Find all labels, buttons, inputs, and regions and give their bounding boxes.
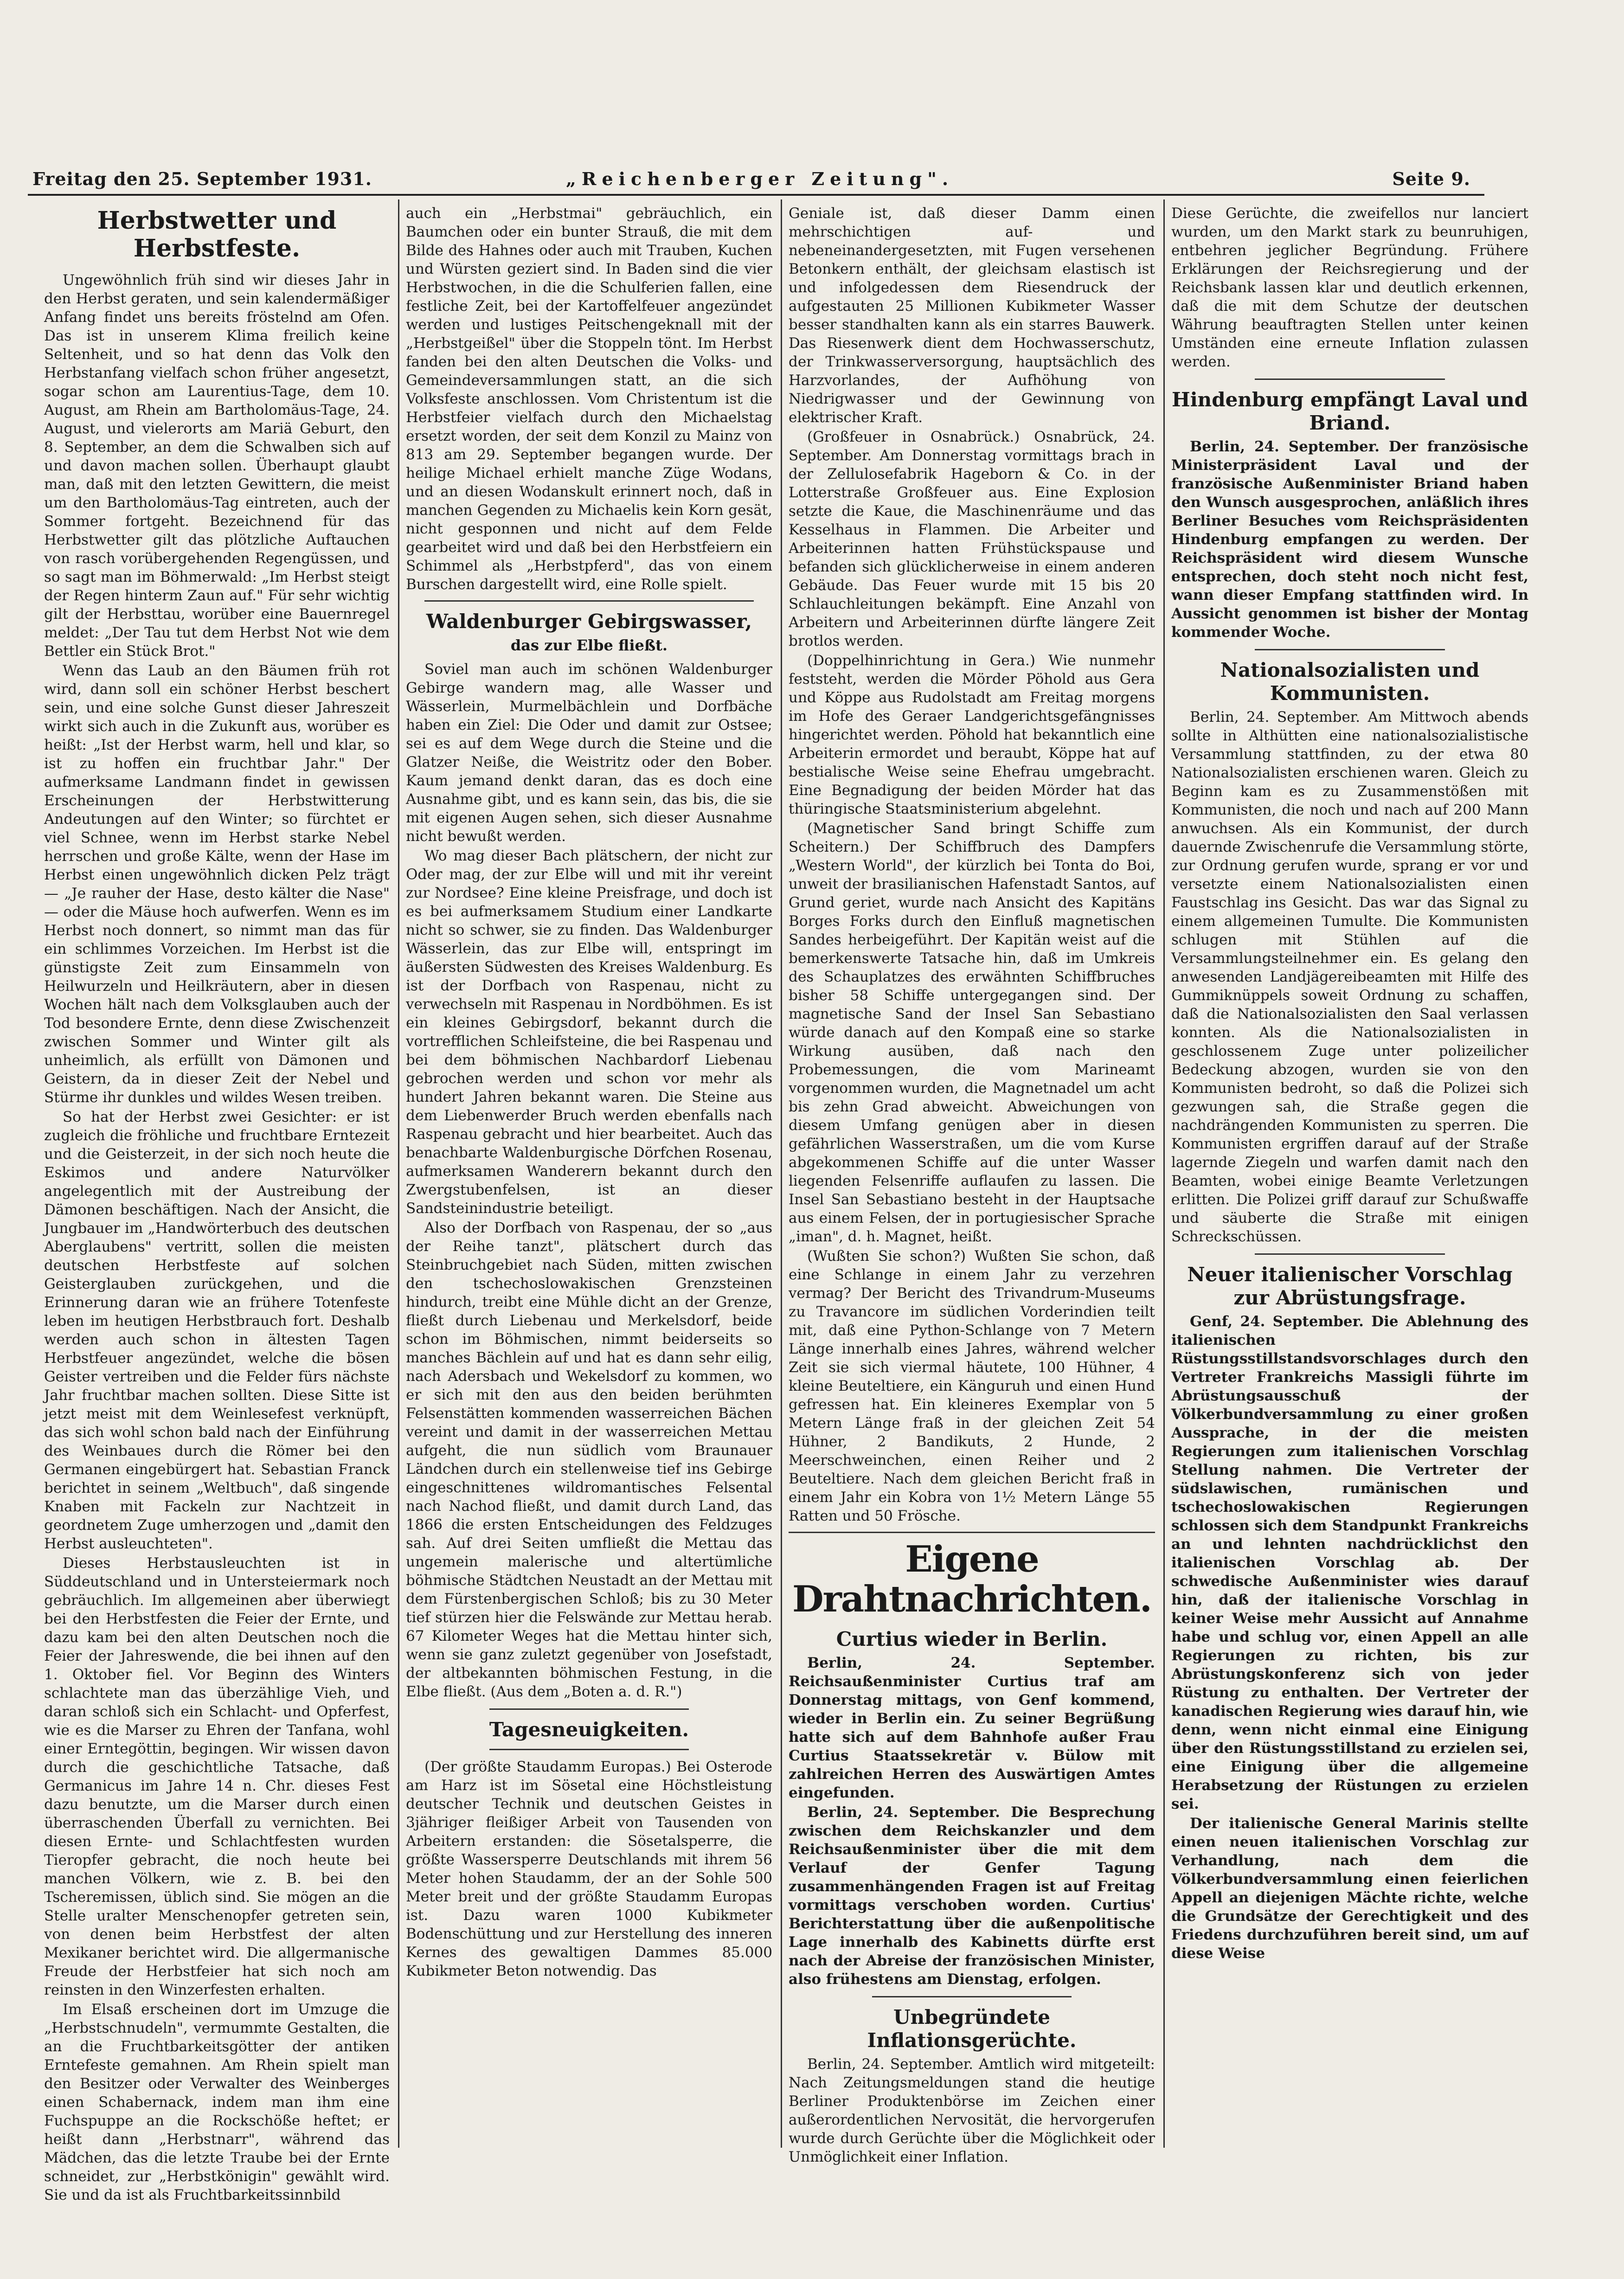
article-subtitle: das zur Elbe fließt. bbox=[510, 636, 668, 654]
article-paragraph: Der italienische General Marinis stellte einen neuen italienischen Vorschlag zur Verhandlung, nach dem die Völkerbundversammlung einen feierlichen Appell an diejenigen Mächte richte, welche die Grundsätze der Gerechtigkeit und des Friedens durchzuführen bereit sind, um auf diese Weise bbox=[1171, 1815, 1528, 1962]
page-header bbox=[32, 165, 1470, 193]
article-separator bbox=[424, 600, 754, 602]
column-3 bbox=[789, 204, 1155, 2165]
article-paragraph: Berlin, 24. September. Der französische Ministerpräsident Laval und der französische Außenminister Briand haben den Wunsch ausgesprochen, anläßlich ihres Berliner Besuches vom Reichspräsidenten Hindenburg empfangen zu werden. Der Reichspräsident wird diesem Wunsche entsprechen, doch steht noch nicht fest, wann dieser Empfang stattfinden wird. In Aussicht genommen ist bisher der Montag kommender Woche. bbox=[1171, 438, 1528, 641]
article-separator bbox=[1255, 379, 1445, 380]
article-paragraph: Im Elsaß erscheinen dort im Umzuge die „Herbstschnudeln", vermummte Gestalten, die an die Fruchtbarkeitsgötter der antiken Erntefeste gemahnen. Am Rhein spielt man den Besitzer oder Verwalter des Weinberges einen Schabernack, indem man ihm eine Fuchspuppe an die Rockschöße heftet; er heißt dann „Herbstnarr", während das Mädchen, das die letzte Traube bei der Ernte schneidet, zur „Herbstkönigin" gewählt wird. Sie und da ist als Fruchtbarkeitssinnbild bbox=[44, 2001, 390, 2203]
article-paragraph: (Doppelhinrichtung in Gera.) Wie nunmehr feststeht, werden die Mörder Pöhold aus Gera und Köppe aus Rudolstadt am Freitag morgens im Hofe des Geraer Landgerichtsgefängnisses hingerichtet werden. Pöhold hat bekanntlich eine Arbeiterin ermordet und beraubt, Köppe hat auf bestialische Weise seine Ehefrau umgebracht. Eine Begnadigung der beiden Mörder hat das thüringische Staatsministerium abgelehnt. bbox=[789, 652, 1155, 817]
article-paragraph: Wenn das Laub an den Bäumen früh rot wird, dann soll ein schöner Herbst beschert sein, und eine solche Gunst dieser Jahreszeit wirkt sich auch in die Zukunft aus, worüber es heißt: „Ist der Herbst warm, hell und klar, so ist zu hoffen ein fruchtbar Jahr." Der aufmerksame Landmann findet in gewissen Erscheinungen der Herbstwitterung Andeutungen auf den Winter; so fürchtet er viel Schnee, wenn im Herbst starke Nebel herrschen und große Kälte, wenn der Hase im Herbst einen ungewöhnlich dicken Pelz trägt — „Je rauher der Hase, desto kälter die Nase" — oder die Mäuse hoch aufwerfen. Wenn es im Herbst noch donnert, so nimmt man das für ein schlimmes Vorzeichen. Im Herbst ist die günstigste Zeit zum Einsammeln von Heilwurzeln und Heilkräutern, aber in diesen Wochen hält nach dem Volksglauben auch der Tod besondere Ernte, denn diese Zwischenzeit zwischen Sommer und Winter gilt als unheimlich, als erfüllt von Dämonen und Geistern, da in dieser Zeit der Nebel und Stürme ihr dunkles und wildes Wesen treiben. bbox=[44, 662, 390, 1106]
article-separator bbox=[1255, 649, 1445, 650]
article-paragraph: (Wußten Sie schon?) Wußten Sie schon, daß eine Schlange in einem Jahr zu verzehren vermag? Der Bericht des Trivandrum-Museums zu Travancore im südlichen Vorderindien teilt mit, daß eine Python-Schlange von 7 Metern Länge innerhalb eines Jahres, während welcher Zeit sie sich viermal häutete, 100 Hühner, 4 kleine Beuteltiere, ein Känguruh und einen Hund gefressen hat. Ein kleineres Exemplar von 5 Metern Länge fraß in der gleichen Zeit 54 Hühner, 2 Bandikuts, 2 Hunde, 2 Meerschweinchen, einen Reiher und 2 Beuteltiere. Nach dem gleichen Bericht fraß in einem Jahr ein Kobra von 1½ Metern Länge 55 Ratten und 50 Frösche. bbox=[789, 1248, 1155, 1524]
article-paragraph: Dieses Herbstausleuchten ist in Süddeutschland und in Untersteiermark noch gebräuchlich. Im allgemeinen aber überwiegt bei den Herbstfesten die Feier der Ernte, und dazu kam bei den alten Deutschen noch die Feier der Jahreswende, die bei ihnen auf den 1. Oktober fiel. Vor Beginn des Winters schlachtete man das überzählige Vieh, und daran schloß sich ein Schlacht- und Opferfest, wie es die Marser zu Ehren der Tanfana, wohl einer Erntegöttin, begingen. Wir wissen davon durch die geschichtliche Tatsache, daß Germanicus im Jahre 14 n. Chr. dieses Fest dazu benutzte, um die Marser durch einen überraschenden Überfall zu vernichten. Bei diesen Ernte- und Schlachtfesten wurden Tieropfer gebracht, die noch heute bei manchen Völkern, wie z. B. bei den Tscheremissen, üblich sind. Sie mögen an die Stelle uralter Menschenopfer getreten sein, von denen beim Herbstfest der alten Mexikaner berichtet wird. Die allgermanische Freude der Herbstfeier hat sich noch am reinsten in den Winzerfesten erhalten. bbox=[44, 1555, 390, 1998]
masthead: „Reichenberger Zeitung". bbox=[566, 168, 954, 189]
article-paragraph: (Der größte Staudamm Europas.) Bei Osterode am Harz ist im Sösetal eine Höchstleistung deutscher Technik und deutschen Geistes in 3jähriger fleißiger Arbeit von Tausenden von Arbeitern erstanden: die Sösetalsperre, die größte Wassersperre Deutschlands mit ihrem 56 Meter hohen Staudamm, der an der Sohle 500 Meter breit und der größte Staudamm Europas ist. Dazu waren 1000 Kubikmeter Bodenschüttung und zur Herstellung des inneren Kernes des gewaltigen Dammes 85.000 Kubikmeter Beton notwendig. Das bbox=[406, 1759, 772, 1979]
article-paragraph: (Magnetischer Sand bringt Schiffe zum Scheitern.) Der Schiffbruch des Dampfers „Western World", der kürzlich bei Tonta do Boi, unweit der brasilianischen Hafenstadt Santos, auf Grund geriet, wurde nach Ansicht des Kapitäns Borges Forks durch den Einfluß magnetischen Sandes herbeigeführt. Der Kapitän weist auf die bemerkenswerte Tatsache hin, daß im Umkreis des Schauplatzes des erwähnten Schiffbruches bisher 58 Schiffe untergegangen sind. Der magnetische Sand der Insel San Sebastiano würde danach auf den Kompaß eine so starke Wirkung ausüben, daß nach den Probemessungen, die vom Marineamt vorgenommen wurden, die Magnetnadel um acht bis zehn Grad abweicht. Abweichungen von diesem Umfang genügen aber in diesen gefährlichen Wasserstraßen, um die vom Kurse abgekommenen Schiffe auf die unter Wasser liegenden Felsenriffe auflaufen zu lassen. Die Insel San Sebastiano besteht in der Hauptsache aus einem Felsen, der in portugiesischer Sprache „iman", d. h. Magnet, heißt. bbox=[789, 820, 1155, 1245]
header-rule bbox=[28, 194, 1484, 196]
page-number: Seite 9. bbox=[1392, 168, 1470, 189]
article-paragraph: Berlin, 24. September. Am Mittwoch abends sollte in Althütten eine nationalsozialistische Versammlung stattfinden, zu der etwa 80 Nationalsozialisten erschienen waren. Gleich zu Beginn kam es zu Zusammenstößen mit Kommunisten, die noch und nach auf 200 Mann anwuchsen. Als ein Kommunist, der durch dauernde Zwischenrufe die Versammlung störte, zur Ordnung gerufen wurde, sprang er vor und versetzte einem Nationalsozialisten einen Faustschlag ins Gesicht. Das war das Signal zu einem allgemeinen Tumulte. Die Kommunisten schlugen mit Stühlen auf die Versammlungsteilnehmer ein. Es gelang den anwesenden Landjägereibeamten mit Hilfe des Gummiknüppels soweit Ordnung zu schaffen, daß die Nationalsozialisten den Saal verlassen konnten. Als die Nationalsozialisten in geschlossenem Zuge unter polizeilicher Bedeckung abzogen, wurden sie von den Kommunisten bedroht, so daß die Polizei sich gezwungen sah, die Straße gegen die nachdrängenden Kommunisten zu sperren. Die Kommunisten ergriffen darauf auf der Straße lagernde Ziegeln und warfen damit nach den Beamten, wobei einige Beamte Verletzungen erlitten. Die Polizei griff darauf zur Schußwaffe und säuberte die Straße mit einigen Schreckschüssen. bbox=[1171, 709, 1528, 1245]
article-paragraph: Berlin, 24. September. Die Besprechung zwischen dem Reichskanzler und dem Reichsaußenminister über die mit dem Verlauf der Genfer Tagung zusammenhängenden Fragen ist auf Freitag vormittags verschoben worden. Curtius' Berichterstattung über die außenpolitische Lage innerhalb des Kabinetts dürfte erst nach der Abreise der französischen Minister, also frühestens am Dienstag, erfolgen. bbox=[789, 1804, 1155, 1988]
column-4 bbox=[1171, 204, 1528, 2129]
article-paragraph: Also der Dorfbach von Raspenau, der so „aus der Reihe tanzt", plätschert durch das Steinbruchgebiet nach Süden, mitten zwischen den tschechoslowakischen Grenzsteinen hindurch, treibt eine Mühle dicht an der Grenze, fließt durch Liebenau und Merkelsdorf, beide schon im Böhmischen, nimmt beiderseits so manches Bächlein auf und hat es dann sehr eilig, nach Adersbach und Wekelsdorf zu kommen, wo er sich mit den aus den beiden berühmten Felsenstätten kommenden wasserreichen Bächen vereint und damit in der wasserreichen Mettau aufgeht, die nun südlich vom Braunauer Ländchen durch ein stellenweise tief ins Gebirge eingeschnittenes wildromantisches Felsental nach Nachod fließt, und damit durch Land, das 1866 die ersten Entscheidungen des Feldzuges sah. Auf drei Seiten umfließt die Mettau das ungemein malerische und altertümliche böhmische Städtchen Neustadt an der Mettau mit dem Fürstenbergischen Schloß; bis zu 30 Meter tief stürzen hier die Felswände zur Mettau herab. 67 Kilometer Weges hat die Mettau hinter sich, wenn sie ganz zuletzt gegenüber von Josefstadt, der altbekannten böhmischen Festung, in die Elbe fließt. (Aus dem „Boten a. d. R.") bbox=[406, 1220, 772, 1700]
article-title: Nationalsozialisten und Kommunisten. bbox=[1220, 659, 1480, 705]
article-separator bbox=[1255, 1253, 1445, 1255]
section-title: Eigene Drahtnachrichten. bbox=[792, 1538, 1151, 1620]
article-paragraph: Ungewöhnlich früh sind wir dieses Jahr in den Herbst geraten, und sein kalendermäßiger Anfang findet uns bereits fröstelnd am Ofen. Das ist in unserem Klima freilich keine Seltenheit, und so hat denn das Volk den Herbstanfang vielfach schon früher angesetzt, sogar schon am Laurentius-Tage, dem 10. August, am Rhein am Bartholomäus-Tage, 24. August, und vielerorts am Mariä Geburt, den 8. September, an dem die Schwalben sich auf und davon machen sollen. Überhaupt glaubt man, daß mit den letzten Gewittern, die meist um den Bartholomäus-Tag eintreten, auch der Sommer fortgeht. Bezeichnend für das Herbstwetter gilt das plötzliche Auftauchen von rasch vorübergehenden Regengüssen, und so sagt man im Böhmerwald: „Im Herbst steigt der Regen hinterm Zaun auf." Für sehr wichtig gilt der Herbsttau, worüber eine Bauernregel meldet: „Der Tau tut dem Herbst Not wie dem Bettler ein Stück Brot." bbox=[44, 272, 390, 660]
article-paragraph: So hat der Herbst zwei Gesichter: er ist zugleich die fröhliche und fruchtbare Erntezeit und die Geisterzeit, in der sich noch heute die Eskimos und andere Naturvölker angelegentlich mit der Austreibung der Dämonen beschäftigen. Nach der Ansicht, die Jungbauer im „Handwörterbuch des deutschen Aberglaubens" vertritt, sollen die meisten deutschen Herbstfeste auf solchen Geisterglauben zurückgehen, und die Erinnerung daran wie an frühere Totenfeste leben im heutigen Herbstbrauch fort. Deshalb werden auch schon in ältesten Tagen Herbstfeuer angezündet, welche die bösen Geister vertreiben und die Felder fürs nächste Jahr fruchtbar machen sollten. Diese Sitte ist jetzt meist mit dem Weinlesefest verknüpft, das sich wohl schon bald nach der Einführung des Weinbaues durch die Römer bei den Germanen eingebürgert hat. Sebastian Franck berichtet in seinem „Weltbuch", daß singende Knaben mit Fackeln zur Nachtzeit in geordnetem Zuge umherzogen und „damit den Herbst ausleuchteten". bbox=[44, 1109, 390, 1552]
issue-date: Freitag den 25. September 1931. bbox=[32, 168, 372, 189]
article-title: Neuer italienischer Vorschlag zur Abrüstungsfrage. bbox=[1187, 1263, 1513, 1309]
article-paragraph: Wo mag dieser Bach plätschern, der nicht zur Oder mag, der zur Elbe will und mit ihr vereint zur Nordsee? Eine kleine Preisfrage, und doch ist es bei aufmerksamem Studium einer Landkarte nicht so schwer, sie zu finden. Das Waldenburger Wässerlein, das zur Elbe will, entspringt im äußersten Südwesten des Kreises Waldenburg. Es ist der Dorfbach von Raspenau, nicht zu verwechseln mit Raspenau in Nordböhmen. Es ist ein kleines Gebirgsdorf, bekannt durch die vortrefflichen Schleifsteine, die bei Raspenau und bei dem böhmischen Nachbardorf Liebenau gebrochen werden und schon vor mehr als hundert Jahren bekannt waren. Die Steine aus dem Liebenwerder Bruch werden ebenfalls nach Raspenau gebracht und hier bearbeitet. Auch das benachbarte Waldenburgische Dörfchen Rosenau, aufmerksamen Wanderern bekannt durch den Zwergstubenfelsen, ist an dieser Sandsteinindustrie beteiligt. bbox=[406, 847, 772, 1217]
article-title: Tagesneuigkeiten. bbox=[489, 1718, 689, 1741]
article-title: Curtius wieder in Berlin. bbox=[836, 1628, 1108, 1650]
column-divider bbox=[398, 199, 399, 2148]
article-separator bbox=[489, 1708, 689, 1710]
article-title: Unbegründete Inflationsgerüchte. bbox=[867, 2006, 1077, 2052]
column-1 bbox=[44, 204, 390, 2203]
article-paragraph: Geniale ist, daß dieser Damm einen mehrschichtigen auf- und nebeneinandergesetzten, mit Fugen versehenen Betonkern enthält, der gleichsam elastisch ist und infolgedessen dem Riesendruck der aufgestauten 25 Millionen Kubikmeter Wasser besser standhalten kann als ein starres Bauwerk. Das Riesenwerk dient dem Hochwasserschutz, der Trinkwasserversorgung, hauptsächlich des Harzvorlandes, der Aufhöhung von Niedrigwasser und der Gewinnung von elektrischer Kraft. bbox=[789, 205, 1155, 426]
article-separator bbox=[489, 1749, 689, 1750]
article-title: Herbstwetter und Herbstfeste. bbox=[97, 206, 337, 263]
article-paragraph: Berlin, 24. September. Amtlich wird mitgeteilt: Nach Zeitungsmeldungen stand die heutige Berliner Produktenbörse im Zeichen einer außerordentlichen Nervosität, die hervorgerufen wurde durch Gerüchte über die Möglichkeit oder Unmöglichkeit einer Inflation. bbox=[789, 2056, 1155, 2165]
column-divider bbox=[1163, 199, 1165, 2148]
column-2 bbox=[406, 204, 772, 2129]
article-paragraph: Berlin, 24. September. Reichsaußenminister Curtius traf am Donnerstag mittags, von Genf kommend, wieder in Berlin ein. Zu seiner Begrüßung hatte sich auf dem Bahnhofe außer Frau Curtius Staatssekretär v. Bülow mit zahlreichen Herren des Auswärtigen Amtes eingefunden. bbox=[789, 1655, 1155, 1801]
article-title: Hindenburg empfängt Laval und Briand. bbox=[1172, 388, 1528, 434]
column-divider bbox=[781, 199, 782, 2148]
article-paragraph: (Großfeuer in Osnabrück.) Osnabrück, 24. September. Am Donnerstag vormittags brach in der Zellulosefabrik Hageborn & Co. in der Lotterstraße Großfeuer aus. Eine Explosion setzte die Kaue, die Maschinenräume und das Kesselhaus in Flammen. Die Arbeiter und Arbeiterinnen hatten Frühstückspause und befanden sich glücklicherweise in einem anderen Gebäude. Das Feuer wurde mit 15 bis 20 Schlauchleitungen bekämpft. Eine Anzahl von Arbeitern und Arbeiterinnen dürfte längere Zeit brotlos werden. bbox=[789, 429, 1155, 649]
article-title: Waldenburger Gebirgswasser, bbox=[426, 610, 752, 633]
article-separator bbox=[789, 1532, 1155, 1533]
article-paragraph: Genf, 24. September. Die Ablehnung des italienischen Rüstungsstillstandsvorschlages durch den Vertreter Frankreichs Massigli führte im Abrüstungsausschuß der Völkerbundversammlung zu einer großen Aussprache, in der die meisten Regierungen zum italienischen Vorschlag Stellung nahmen. Die Vertreter der südslawischen, rumänischen und tschechoslowakischen Regierungen schlossen sich dem Standpunkt Frankreichs an und lehnten nachdrücklichst den italienischen Vorschlag ab. Der schwedische Außenminister wies darauf hin, daß der italienische Vorschlag in keiner Weise mehr Aussicht auf Annahme habe und schlug vor, einen Appell an alle Regierungen zu richten, bis zur Abrüstungskonferenz sich von jeder Rüstung zu enthalten. Der Vertreter der kanadischen Regierung wies darauf hin, wie denn, wenn nicht einmal eine Einigung über den Rüstungsstillstand zu erzielen sei, eine Einigung über die allgemeine Herabsetzung der Rüstungen zu erzielen sei. bbox=[1171, 1313, 1529, 1812]
article-separator bbox=[872, 1996, 1072, 1997]
article-paragraph: Soviel man auch im schönen Waldenburger Gebirge wandern mag, alle Wasser und Wässerlein, Murmelbächlein und Dorfbäche haben ein Ziel: Die Oder und damit zur Ostsee; sei es auf dem Wege durch die Steine und die Glatzer Neiße, die Weistritz oder den Bober. Kaum jemand denkt daran, das es doch eine Ausnahme gibt, und es kann sein, das bis, die sie mit eigenen Augen sehen, sich dieser Ausnahme nicht bewußt werden. bbox=[406, 661, 772, 845]
article-paragraph: auch ein „Herbstmai" gebräuchlich, ein Baumchen oder ein bunter Strauß, die mit dem Bilde des Hahnes oder auch mit Trauben, Kuchen und Würsten geziert sind. In Baden sind die vier Herbstwochen, in die die Schulferien fallen, eine festliche Zeit, bei der Kartoffelfeuer angezündet werden und lustiges Peitschengeknall mit der „Herbstgeißel" über die Stoppeln tönt. Im Herbst fanden bei den alten Deutschen die Volks- und Gemeindeversammlungen statt, an die sich Volksfeste anschlossen. Vom Christentum ist die Herbstfeier vielfach durch den Michaelstag ersetzt worden, der seit dem Konzil zu Mainz von 813 am 29. September begangen wurde. Der heilige Michael erhielt manche Züge Wodans, und an diesen Wodanskult erinnert noch, daß in manchen Gegenden zu Michaelis kein Korn gesät, nicht gesponnen und nicht auf dem Felde gearbeitet wird und daß bei den Herbstfeiern ein Schimmel als „Herbstpferd", das von einem Burschen dargestellt wird, eine Rolle spielt. bbox=[406, 205, 772, 593]
article-paragraph: Diese Gerüchte, die zweifellos nur lanciert wurden, um den Markt stark zu beunruhigen, entbehren jeglicher Begründung. Frühere Erklärungen der Reichsregierung und der Reichsbank lassen klar und deutlich erkennen, daß die mit dem Schutze der deutschen Währung beauftragten Stellen unter keinen Umständen eine erneute Inflation zulassen werden. bbox=[1171, 205, 1528, 370]
